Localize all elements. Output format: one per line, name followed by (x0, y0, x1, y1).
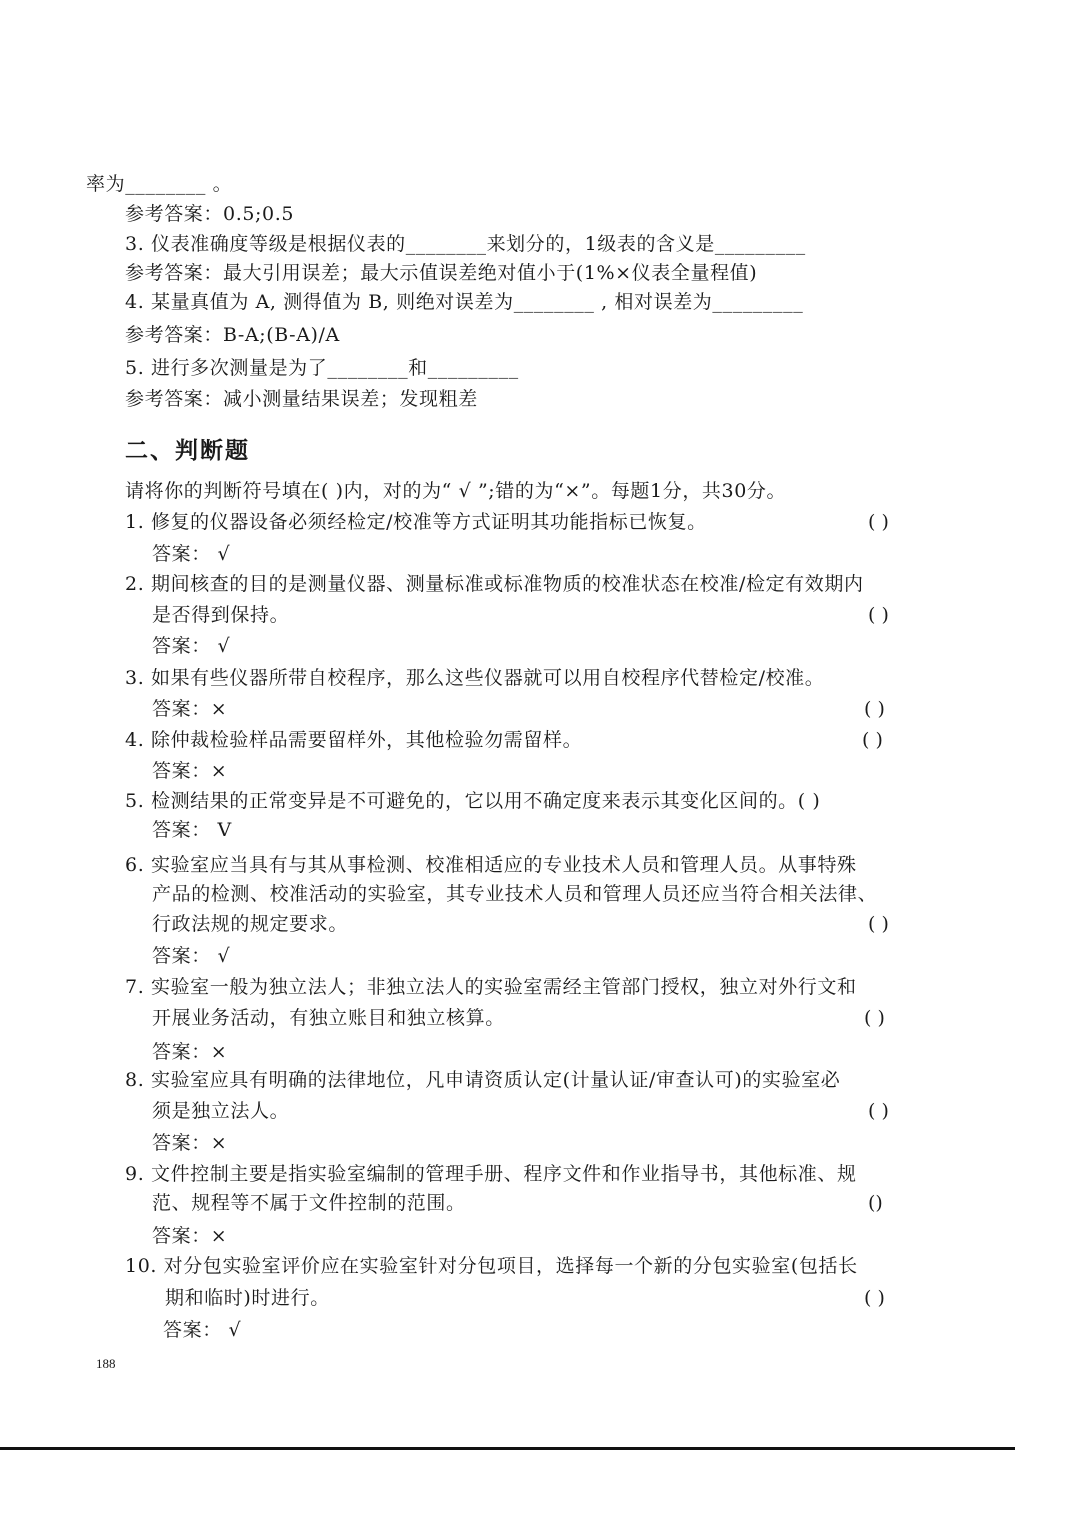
answer-10: 答案： √ (163, 1319, 242, 1341)
fill-answer-5: 参考答案：减小测量结果误差；发现粗差 (125, 388, 478, 410)
answer-blank-10: ( ) (864, 1287, 885, 1309)
answer-1: 答案： √ (152, 543, 231, 565)
answer-7: 答案：× (152, 1041, 228, 1063)
question-8-line-1: 8. 实验室应具有明确的法律地位，凡申请资质认定(计量认证/审查认可)的实验室必 (125, 1069, 841, 1091)
footer-rule (0, 1447, 1015, 1450)
instruction-text: 请将你的判断符号填在( )内，对的为“ √ ”;错的为“×”。每题1分，共30分。 (125, 480, 787, 502)
answer-5: 答案： V (152, 819, 232, 841)
question-9-line-1: 9. 文件控制主要是指实验室编制的管理手册、程序文件和作业指导书，其他标准、规 (125, 1163, 857, 1185)
fill-answer-2: 参考答案：0.5;0.5 (125, 203, 295, 225)
fill-question-4: 4. 某量真值为 A, 测得值为 B, 则绝对误差为________ , 相对误差为_________ (125, 291, 804, 313)
fill-line-1: 率为________ 。 (86, 173, 233, 195)
answer-3: 答案：× (152, 698, 228, 720)
answer-blank-1: ( ) (868, 511, 889, 533)
answer-blank-9: () (868, 1192, 883, 1214)
answer-blank-4: ( ) (862, 729, 883, 751)
question-7-line-2: 开展业务活动，有独立账目和独立核算。 (152, 1007, 505, 1029)
question-6-line-3: 行政法规的规定要求。 (152, 913, 349, 935)
answer-blank-8: ( ) (868, 1100, 889, 1122)
question-6-line-1: 6. 实验室应当具有与其从事检测、校准相适应的专业技术人员和管理人员。从事特殊 (125, 854, 857, 876)
fill-question-5: 5. 进行多次测量是为了________和_________ (125, 357, 519, 379)
fill-question-3: 3. 仪表准确度等级是根据仪表的________来划分的，1级表的含义是_________ (125, 233, 806, 255)
answer-blank-7: ( ) (864, 1007, 885, 1029)
fill-answer-3: 参考答案：最大引用误差；最大示值误差绝对值小于(1%×仪表全量程值) (125, 262, 758, 284)
page-number: 188 (96, 1356, 116, 1371)
answer-4: 答案：× (152, 760, 228, 782)
question-8-line-2: 须是独立法人。 (152, 1100, 290, 1122)
question-4-line-1: 4. 除仲裁检验样品需要留样外，其他检验勿需留样。 (125, 729, 583, 751)
fill-answer-4: 参考答案：B-A;(B-A)/A (125, 324, 340, 346)
question-9-line-2: 范、规程等不属于文件控制的范围。 (152, 1192, 466, 1214)
answer-blank-6: ( ) (868, 913, 889, 935)
answer-8: 答案：× (152, 1132, 228, 1154)
question-3-line-1: 3. 如果有些仪器所带自校程序，那么这些仪器就可以用自校程序代替检定/校准。 (125, 667, 825, 689)
question-5-line-1: 5. 检测结果的正常变异是不可避免的，它以用不确定度来表示其变化区间的。( ) (125, 790, 821, 812)
answer-9: 答案：× (152, 1225, 228, 1247)
question-2-line-1: 2. 期间核查的目的是测量仪器、测量标准或标准物质的校准状态在校准/检定有效期内 (125, 573, 864, 595)
answer-blank-2: ( ) (868, 604, 889, 626)
question-2-line-2: 是否得到保持。 (152, 604, 290, 626)
answer-blank-3: ( ) (864, 698, 885, 720)
answer-2: 答案： √ (152, 635, 231, 657)
question-6-line-2: 产品的检测、校准活动的实验室，其专业技术人员和管理人员还应当符合相关法律、 (152, 883, 878, 905)
question-7-line-1: 7. 实验室一般为独立法人；非独立法人的实验室需经主管部门授权，独立对外行文和 (125, 976, 857, 998)
section-heading: 二、判断题 (125, 438, 250, 464)
question-10-line-2: 期和临时)时进行。 (165, 1287, 330, 1309)
question-1-line-1: 1. 修复的仪器设备必须经检定/校准等方式证明其功能指标已恢复。 (125, 511, 707, 533)
answer-6: 答案： √ (152, 945, 231, 967)
question-10-line-1: 10. 对分包实验室评价应在实验室针对分包项目，选择每一个新的分包实验室(包括长 (125, 1255, 858, 1277)
